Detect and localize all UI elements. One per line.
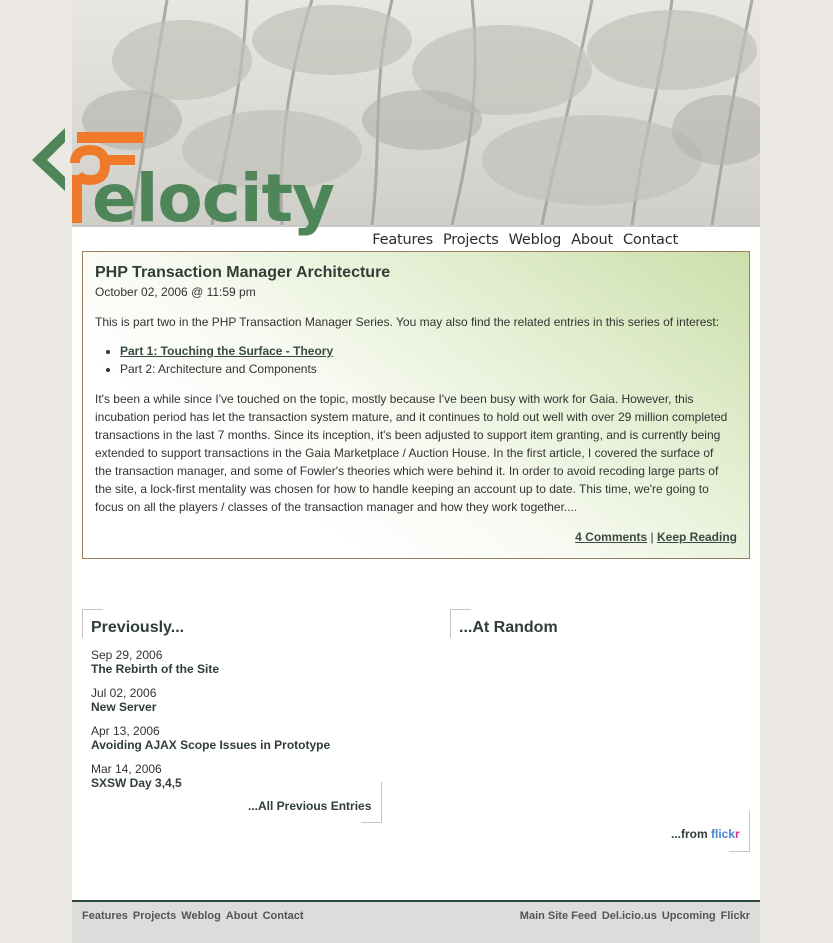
previously-heading: Previously... [91,619,185,636]
post-body: It's been a while since I've touched on the topic, mostly because I've been busy with work for Gaia. However, this incubation period has let the transaction system mature, and it continues to hold out well with over 29 million completed transactions in the last 7 months. Since its inception, it's been adjusted to support item granting, and is currently being extended to support transactions in the Gaia Marketplace / Auction House. In the first article, I covered the surface of the transaction manager, and some of Fowler's theories which were behind it. In order to avoid recoding large parts of the site, a lock-first mentality was chosen for how to handle keeping an account up to date. This time, we're going to focus on all the players / classes of the transaction manager and how they work together.... [95,392,728,514]
footer-link-features[interactable]: Features [82,910,128,922]
footer-nav [82,910,304,922]
footer-link-about[interactable]: About [225,910,258,922]
nav-features[interactable]: Features [372,232,433,248]
list-item [91,762,182,790]
site-logo[interactable] [30,125,350,245]
flickr-link-blue[interactable]: flick [711,827,736,841]
footer [72,902,760,943]
corner-decoration [361,782,382,823]
entry-title-link[interactable]: Avoiding AJAX Scope Issues in Prototype [91,738,331,752]
list-item: • Part 2: Architecture and Components [120,360,333,378]
nav-about[interactable]: About [571,232,613,248]
footer-link-projects[interactable]: Projects [132,910,177,922]
list-item [120,342,333,360]
logo-wordmark: elocity [92,160,335,237]
post-title[interactable]: PHP Transaction Manager Architecture [95,264,391,281]
footer-link-weblog[interactable]: Weblog [181,910,221,922]
list-item [91,648,219,676]
footer-link-delicious[interactable]: Del.icio.us [601,910,657,922]
post-intro: This is part two in the PHP Transaction Manager Series. You may also find the related entries in this series of interest: [95,315,720,329]
footer-feeds [520,910,750,922]
nav-projects[interactable]: Projects [443,232,499,248]
keep-reading-link[interactable]: Keep Reading [656,530,737,544]
entry-date: Sep 29, 2006 [91,648,163,662]
series-link-part1[interactable]: Part 1: Touching the Surface - Theory [120,344,334,358]
at-random-heading: ...At Random [459,619,558,636]
from-text: ...from [671,827,712,841]
list-item [91,724,330,752]
all-previous-entries-link[interactable]: ...All Previous Entries [248,799,372,813]
main-nav [372,224,678,248]
entry-date: Apr 13, 2006 [91,724,160,738]
nav-contact[interactable]: Contact [622,232,678,248]
blog-post [82,251,750,559]
post-date: October 02, 2006 @ 11:59 pm [95,285,256,299]
separator: | [650,530,654,544]
entry-title-link[interactable]: The Rebirth of the Site [91,662,220,676]
footer-link-flickr[interactable]: Flickr [720,910,750,922]
flickr-link-pink[interactable]: r [735,827,740,841]
footer-link-contact[interactable]: Contact [262,910,304,922]
series-list [95,342,333,378]
footer-link-main-feed[interactable]: Main Site Feed [519,910,597,922]
post-footer [575,530,737,544]
entry-date: Jul 02, 2006 [91,686,157,700]
corner-decoration [729,811,750,852]
list-item [91,686,156,714]
entry-title-link[interactable]: New Server [91,700,157,714]
entry-date: Mar 14, 2006 [91,762,162,776]
nav-weblog[interactable]: Weblog [508,232,562,248]
footer-link-upcoming[interactable]: Upcoming [661,910,716,922]
comments-link[interactable]: 4 Comments [575,530,648,544]
entry-title-link[interactable]: SXSW Day 3,4,5 [91,776,182,790]
